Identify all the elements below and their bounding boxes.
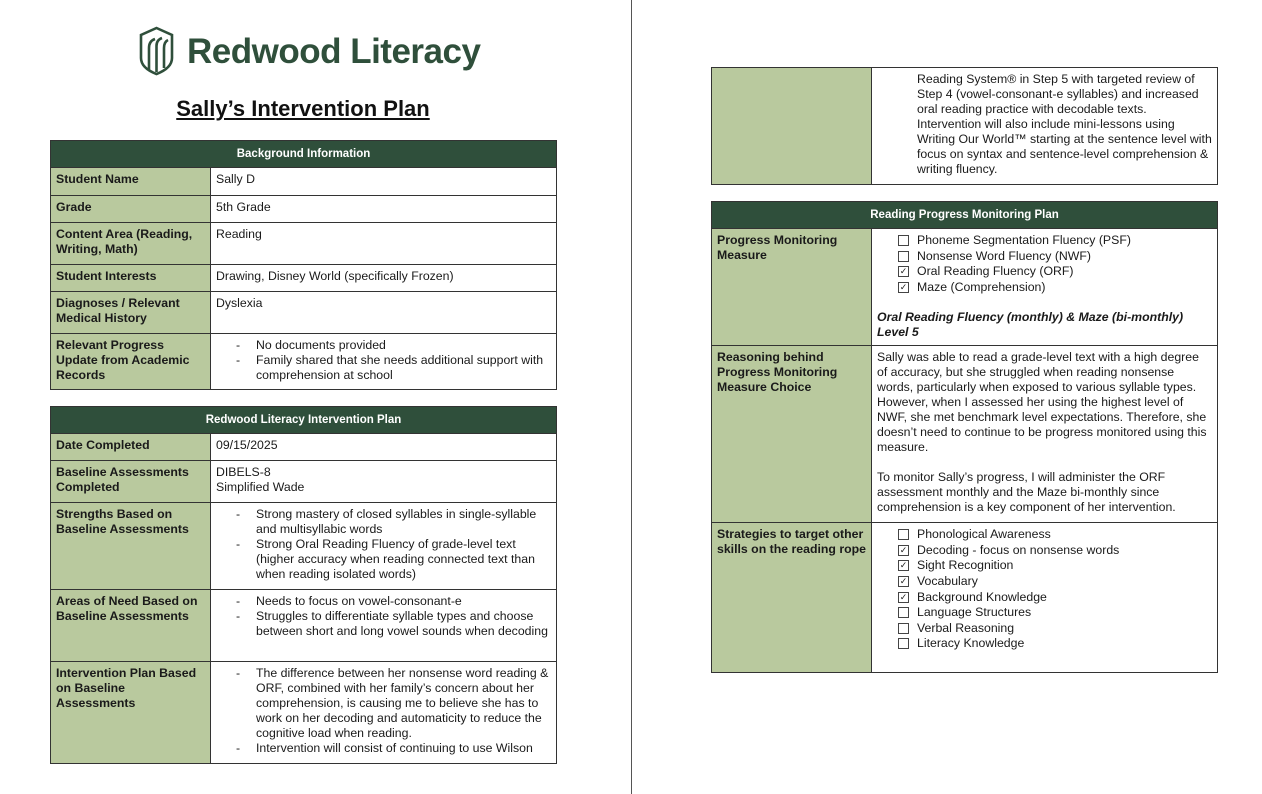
- list-item: - Intervention will consist of continuing to use Wilson: [236, 741, 551, 756]
- redwood-logo-icon: [138, 26, 175, 76]
- checkbox-icon[interactable]: ✓: [899, 544, 908, 555]
- row-value: Sally D: [211, 168, 557, 196]
- row-label: Strategies to target other skills on the reading rope: [712, 523, 872, 673]
- checkbox-item: [898, 543, 1212, 559]
- checkbox-label: Literacy Knowledge: [917, 636, 1025, 651]
- checkbox-icon[interactable]: ✓: [899, 282, 908, 293]
- checkbox-label: Sight Recognition: [917, 558, 1014, 573]
- checkbox-label: Verbal Reasoning: [917, 620, 1015, 635]
- checkbox-label: Background Knowledge: [917, 589, 1047, 604]
- table-row: [712, 68, 1218, 185]
- list-item: - Struggles to differentiate syllable types and choose between short and long vowel sounds when decoding: [236, 609, 551, 639]
- checkbox-icon[interactable]: ✓: [899, 576, 908, 587]
- checkbox-icon[interactable]: [898, 529, 909, 540]
- checkbox-list: [877, 233, 1212, 295]
- checkbox-item: [898, 280, 1212, 296]
- table-row: [51, 434, 557, 461]
- row-value: [872, 229, 1218, 346]
- checkbox-item: [898, 605, 1212, 621]
- row-label: Strengths Based on Baseline Assessments: [51, 503, 211, 590]
- table-row: [51, 461, 557, 503]
- checkbox-icon[interactable]: [898, 623, 909, 634]
- measure-note: Oral Reading Fluency (monthly) & Maze (bi-monthly) Level 5: [877, 310, 1184, 340]
- checkbox-label: Vocabulary: [917, 574, 978, 589]
- row-label: Reasoning behind Progress Monitoring Measure Choice: [712, 346, 872, 523]
- checkbox-item: [898, 574, 1212, 590]
- row-label: Date Completed: [51, 434, 211, 461]
- bullet-list: [216, 507, 551, 582]
- row-label: Baseline Assessments Completed: [51, 461, 211, 503]
- row-label: Student Name: [51, 168, 211, 196]
- checkbox-icon[interactable]: [898, 607, 909, 618]
- list-item: - No documents provided: [236, 338, 551, 353]
- row-value: [211, 662, 557, 764]
- checkbox-item: [898, 589, 1212, 605]
- row-value: [211, 590, 557, 662]
- row-value: 5th Grade: [211, 196, 557, 223]
- page-title: Sally’s Intervention Plan: [176, 96, 430, 121]
- row-value: Drawing, Disney World (specifically Frozen): [211, 265, 557, 292]
- background-header: Background Information: [51, 141, 557, 168]
- intervention-header: Redwood Literacy Intervention Plan: [51, 407, 557, 434]
- list-item: - Strong Oral Reading Fluency of grade-level text (higher accuracy when reading connected text than when reading isolated words): [236, 537, 551, 582]
- bullet-list: [216, 594, 551, 639]
- list-item: - Needs to focus on vowel-consonant-e: [236, 594, 551, 609]
- row-label: Progress Monitoring Measure: [712, 229, 872, 346]
- table-row: [51, 223, 557, 265]
- intervention-continued-table: [711, 67, 1218, 185]
- checkbox-item: [898, 233, 1212, 249]
- row-label: Grade: [51, 196, 211, 223]
- list-item: - Strong mastery of closed syllables in single-syllable and multisyllabic words: [236, 507, 551, 537]
- list-item: - The difference between her nonsense word reading & ORF, combined with her family’s concern about her comprehension, is causing me to believe she has to work on her decoding and automaticity to reduce the cognitive load when reading.: [236, 666, 551, 741]
- checkbox-label: Oral Reading Fluency (ORF): [917, 264, 1074, 279]
- checkbox-icon[interactable]: ✓: [899, 591, 908, 602]
- reasoning-paragraph: To monitor Sally’s progress, I will administer the ORF assessment monthly and the Maze bi-monthly since comprehension is a key component of her intervention.: [877, 470, 1176, 514]
- table-row: [712, 229, 1218, 346]
- table-row: [51, 168, 557, 196]
- background-table: [50, 140, 557, 390]
- row-value: [211, 334, 557, 390]
- row-label: Diagnoses / Relevant Medical History: [51, 292, 211, 334]
- list-item: - Family shared that she needs additional support with comprehension at school: [236, 353, 551, 383]
- row-value: [211, 503, 557, 590]
- table-row: [51, 503, 557, 590]
- row-value: 09/15/2025: [211, 434, 557, 461]
- row-value: Dyslexia: [211, 292, 557, 334]
- checkbox-list: [877, 527, 1212, 652]
- checkbox-label: Language Structures: [917, 605, 1032, 620]
- checkbox-icon[interactable]: [898, 235, 909, 246]
- row-label: Areas of Need Based on Baseline Assessments: [51, 590, 211, 662]
- checkbox-item: [898, 527, 1212, 543]
- brand-name: Redwood Literacy: [187, 31, 481, 71]
- checkbox-label: Phonological Awareness: [917, 527, 1051, 542]
- page-divider: [631, 0, 632, 794]
- checkbox-label: Maze (Comprehension): [917, 280, 1046, 295]
- baseline-line: Simplified Wade: [216, 480, 305, 494]
- row-label: Student Interests: [51, 265, 211, 292]
- table-row: [712, 346, 1218, 523]
- reasoning-paragraph: Sally was able to read a grade-level text with a high degree of accuracy, but she struggled when reading nonsense words, particularly when exposed to various syllable types. However, when I assessed her using the highest level of NWF, she met benchmark level expectations. Therefore, she doesn’t need to continue to be progress monitored using this measure.: [877, 350, 1207, 454]
- row-label: Content Area (Reading, Writing, Math): [51, 223, 211, 265]
- row-value: Reading: [211, 223, 557, 265]
- checkbox-label: Phoneme Segmentation Fluency (PSF): [917, 233, 1131, 248]
- row-label: Intervention Plan Based on Baseline Assessments: [51, 662, 211, 764]
- bullet-list: [216, 666, 551, 756]
- checkbox-icon[interactable]: [898, 251, 909, 262]
- checkbox-item: [898, 249, 1212, 265]
- baseline-line: DIBELS-8: [216, 465, 271, 479]
- checkbox-label: Decoding - focus on nonsense words: [917, 542, 1120, 557]
- bullet-list: [216, 338, 551, 383]
- row-value: [211, 461, 557, 503]
- row-value: [872, 523, 1218, 673]
- checkbox-icon[interactable]: ✓: [899, 560, 908, 571]
- plan-continuation: Reading System® in Step 5 with targeted review of Step 4 (vowel-consonant-e syllables) and increased oral reading practice with decodable texts. Intervention will also include mini-lessons using Writing Our World™ starting at the sentence level with focus on syntax and sentence-level comprehension & writing fluency.: [872, 68, 1218, 185]
- row-label: Relevant Progress Update from Academic Records: [51, 334, 211, 390]
- checkbox-item: [898, 636, 1212, 652]
- table-row: [51, 196, 557, 223]
- checkbox-item: [898, 264, 1212, 280]
- intervention-table: [50, 406, 557, 764]
- checkbox-icon[interactable]: [898, 638, 909, 649]
- table-row: [51, 662, 557, 764]
- monitoring-header: Reading Progress Monitoring Plan: [712, 202, 1218, 229]
- table-row: [51, 265, 557, 292]
- checkbox-item: [898, 621, 1212, 637]
- table-row: [51, 334, 557, 390]
- row-label-continued: [712, 68, 872, 185]
- brand-logo: [138, 26, 480, 76]
- monitoring-table: [711, 201, 1218, 673]
- checkbox-item: [898, 558, 1212, 574]
- row-value: [872, 346, 1218, 523]
- table-row: [51, 292, 557, 334]
- table-row: [51, 590, 557, 662]
- checkbox-icon[interactable]: ✓: [899, 266, 908, 277]
- checkbox-label: Nonsense Word Fluency (NWF): [917, 248, 1092, 263]
- table-row: [712, 523, 1218, 673]
